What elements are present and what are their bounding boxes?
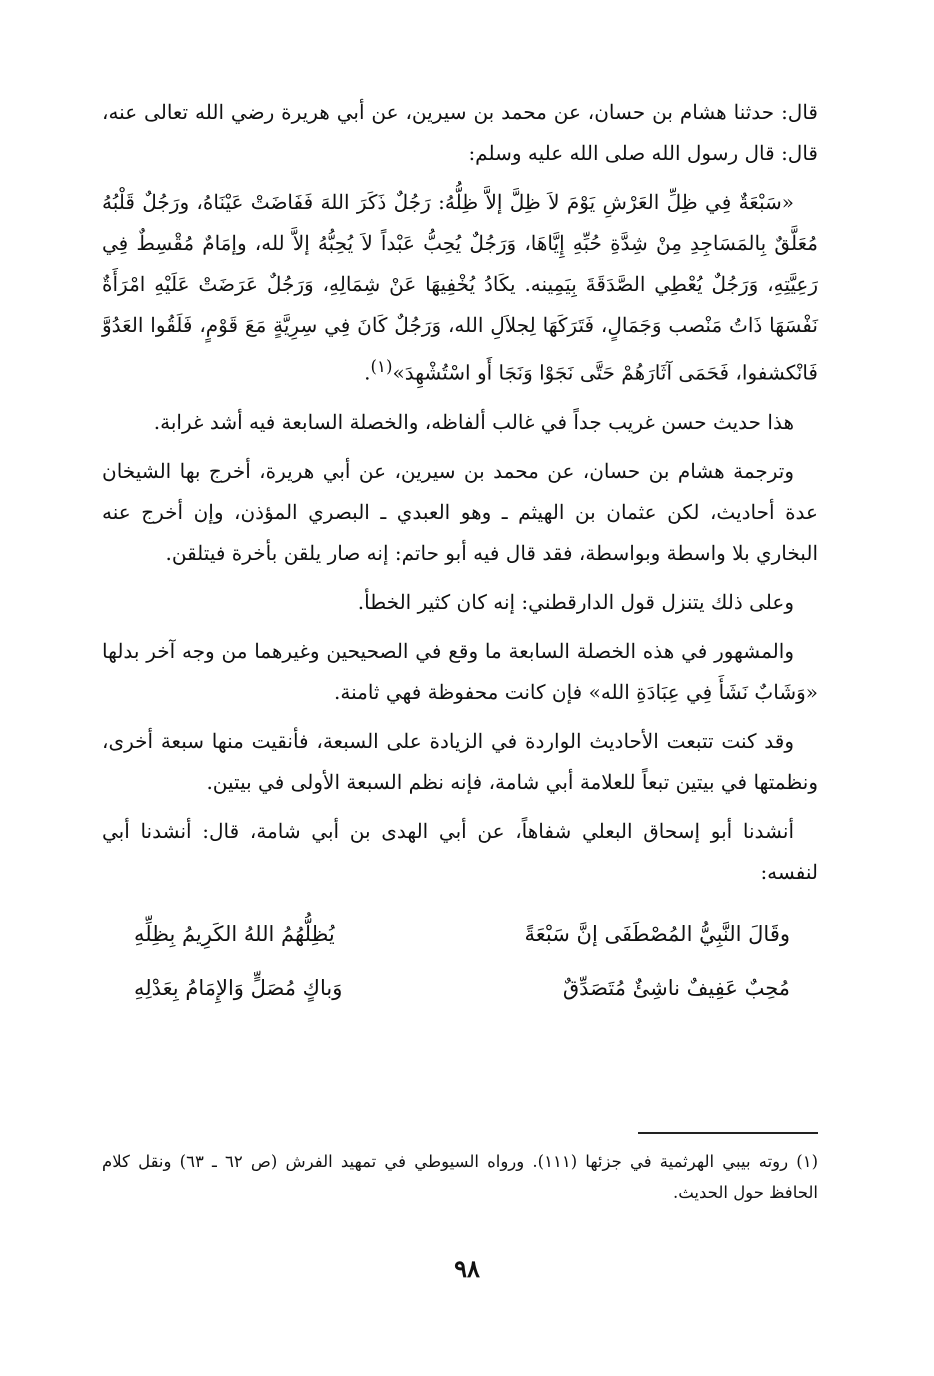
paragraph-additions: وقد كنت تتبعت الأحاديث الواردة في الزيادة على السبعة، فأنقيت منها سبعة أخرى، ونظمتها في بيتين تبعاً للعلامة أبي شامة، فإنه نظم السبعة الأولى في بيتين. — [102, 728, 818, 794]
footnote-separator — [638, 1132, 818, 1134]
poem-line — [102, 907, 818, 961]
paragraph-recitation: أنشدنا أبو إسحاق البعلي شفاهاً، عن أبي الهدى بن أبي شامة، قال: أنشدنا أبي لنفسه: — [102, 818, 818, 884]
hadith-text — [102, 182, 818, 394]
paragraph-narrators: وترجمة هشام بن حسان، عن محمد بن سيرين، عن أبي هريرة، أخرج بها الشيخان عدة أحاديث، لكن عثمان بن الهيثم ـ وهو العبدي ـ البصري المؤذن، وإن أخرج عنه البخاري بلا واسطة وبواسطة، فقد قال فيه أبو حاتم: إنه صار يلقن بأخرة فيتلقن. — [102, 458, 818, 565]
paragraph-isnad: قال: حدثنا هشام بن حسان، عن محمد بن سيرين، عن أبي هريرة رضي الله تعالى عنه، قال: قال رسول الله صلى الله عليه وسلم: — [102, 100, 818, 165]
main-text — [102, 92, 818, 1015]
paragraph-daraqutni: وعلى ذلك يتنزل قول الدارقطني: إنه كان كثير الخطأ. — [357, 589, 794, 614]
footnote-ref: (١) — [370, 357, 393, 376]
footnote-1: (١) روته بيبي الهرثمية في جزئها (١١١). ورواه السيوطي في تمهيد الفرش (ص ٦٢ ـ ٦٣) ونقل كلام الحافظ حول الحديث. — [102, 1152, 819, 1202]
hadith-end: . — [364, 360, 371, 385]
poem-line — [102, 961, 818, 1015]
paragraph-seventh-trait: والمشهور في هذه الخصلة السابعة ما وقع في الصحيحين وغيرهما من وجه آخر بدلها «وَشَابٌ نَشَأَ فِي عِبَادَةِ الله» فإن كانت محفوظة فهي ثامنة. — [102, 638, 818, 704]
page-number: ٩٨ — [454, 1254, 480, 1283]
poem-first-hemistich: وقَالَ النَّبِيُّ المُصْطَفَى إنَّ سَبْعَةً — [524, 921, 790, 946]
footnotes — [102, 1146, 818, 1208]
poem-second-hemistich: وَباكٍ مُصَلٍّ وَالإِمَامُ بِعَدْلِهِ — [134, 975, 343, 1000]
paragraph-grading: هذا حديث حسن غريب جداً في غالب ألفاظه، والخصلة السابعة فيه أشد غرابة. — [153, 409, 794, 434]
poem — [102, 907, 818, 1015]
poem-second-hemistich: يُظِلُّهُمُ اللهُ الكَرِيمُ بِظِلِّهِ — [134, 921, 335, 946]
hadith-body: «سَبْعَةٌ فِي ظِلِّ العَرْشِ يَوْمَ لاَ ظِلَّ إلاَّ ظِلُّهُ: رَجُلٌ ذَكَرَ اللهَ فَفَاضَتْ عَيْنَاهُ، ورَجُلٌ قَلْبُهُ مُعَلَّقٌ بِالمَسَاجِدِ مِنْ شِدَّةِ حُبِّهِ إِيَّاهَا، وَرَجُلٌ يُحِبُّ عَبْداً لاَ يُحِبُّهُ إلاَّ لله، وإمَامٌ مُقْسِطٌ فِي رَعِيَّتِهِ، وَرَجُلٌ يُعْطِي الصَّدَقَةَ بِيَمِينه. يكَادُ يُخْفِيهَا عَنْ شِمَالِهِ، وَرَجُلٌ عَرَضَتْ عَلَيْهِ امْرَأَةٌ نَفْسَهَا ذَاتُ مَنْصب وَجَمَالٍ، فَتَرَكَهَا لِجلاَلِ الله، وَرَجُلٌ كَانَ فِي سِرِيَّةٍ مَعَ قَوْمٍ، فَلَقُوا العَدُوَّ فَانْكشفوا، فَحَمَى آثَارَهُمْ حَتَّى نَجَوْا وَنَجَا أَو اسْتُشْهِدَ» — [102, 190, 818, 385]
poem-first-hemistich: مُحِبٌ عَفِيفٌ ناشِئٌ مُتَصَدِّقٌ — [562, 975, 790, 1000]
